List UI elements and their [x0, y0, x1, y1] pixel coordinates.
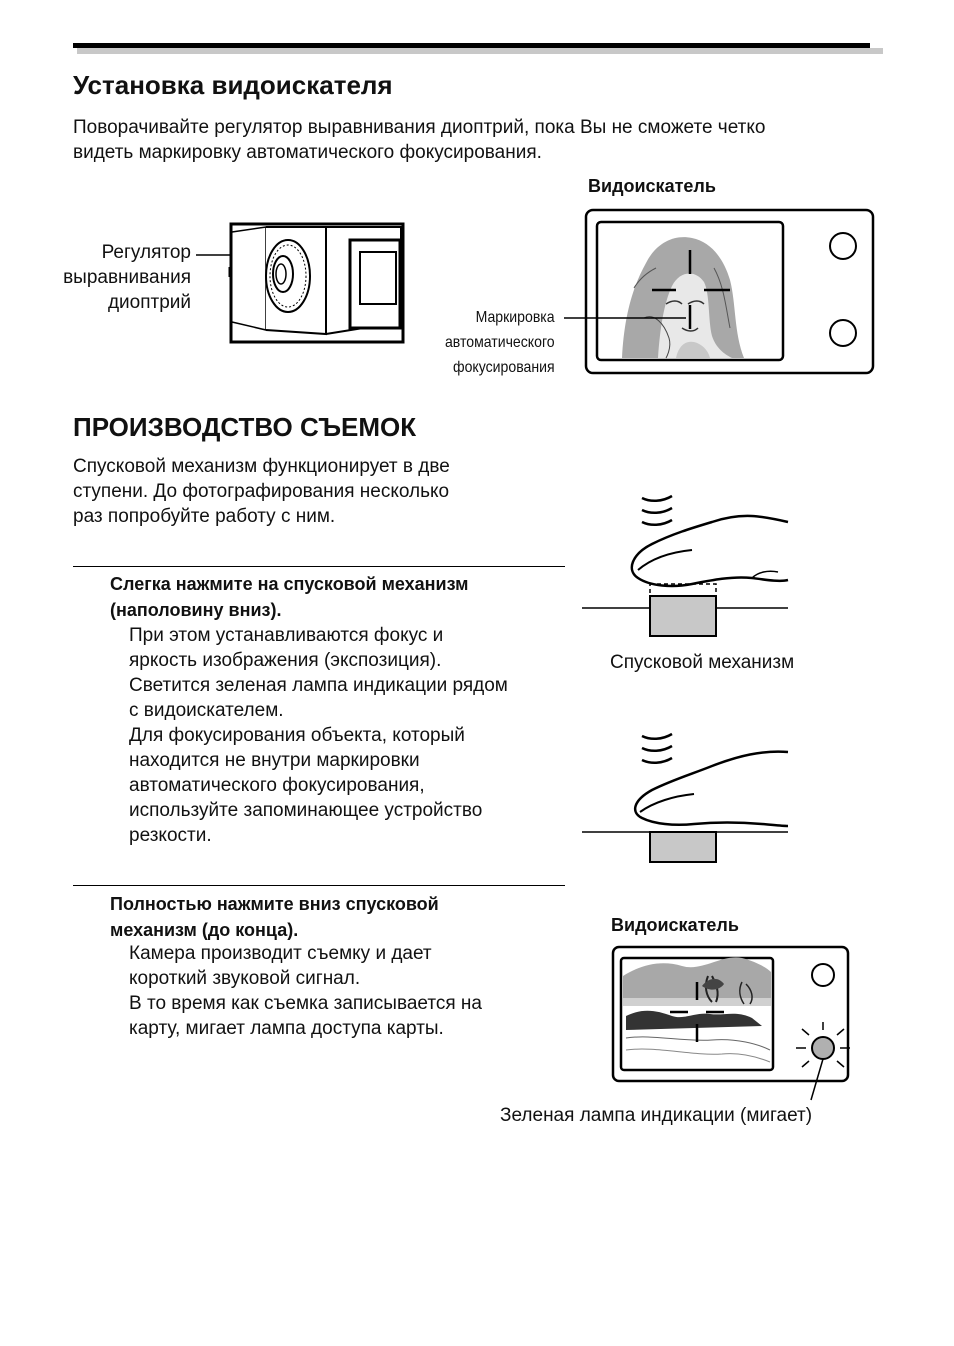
step2-body: Камера производит съемку и дает короткий звуковой сигнал. В то время как съемка записывается на карту, мигает лампа доступа карты.: [129, 943, 482, 1039]
viewfinder-illustration-top: [584, 208, 876, 376]
step2-divider: [73, 885, 565, 886]
af-mark-label: Маркировка автоматического фокусирования: [445, 309, 555, 376]
viewfinder-label-top: Видоискатель: [588, 176, 716, 196]
header-bar-shadow: [77, 48, 883, 54]
step1-body: При этом устанавливаются фокус и яркость изображения (экспозиция). Светится зеленая лампа индикации рядом с видоискателем. Для фокусирования объекта, который находится не внутри маркировки автоматического фокусирования, используйте запоминающее устройство резкости.: [129, 625, 508, 846]
diopter-label: Регулятор выравнивания диоптрий: [63, 242, 191, 313]
diopter-illustration: [196, 222, 408, 344]
step2-title: Полностью нажмите вниз спусковой механизм (до конца).: [110, 894, 439, 940]
green-lamp-icon: [812, 1037, 834, 1059]
section-title-shooting: ПРОИЗВОДСТВО СЪЕМОК: [73, 412, 417, 442]
viewfinder-illustration-bottom: [612, 946, 852, 1084]
viewfinder-label-bottom: Видоискатель: [611, 915, 739, 935]
green-lamp-label: Зеленая лампа индикации (мигает): [500, 1105, 813, 1126]
section-text-viewfinder: Поворачивайте регулятор выравнивания диоптрий, пока Вы не сможете четко видеть маркировку автоматического фокусирования.: [73, 117, 766, 163]
shutter-half-press-illustration: [582, 492, 792, 638]
step1-divider: [73, 566, 565, 567]
shutter-label: Спусковой механизм: [610, 652, 795, 673]
section-text-shooting: Спусковой механизм функционирует в две ступени. До фотографирования несколько раз попробуйте работу с ним.: [73, 456, 450, 527]
shutter-full-press-illustration: [582, 732, 792, 862]
step1-title: Слегка нажмите на спусковой механизм (наполовину вниз).: [110, 574, 469, 620]
section-title-viewfinder: Установка видоискателя: [73, 70, 393, 100]
